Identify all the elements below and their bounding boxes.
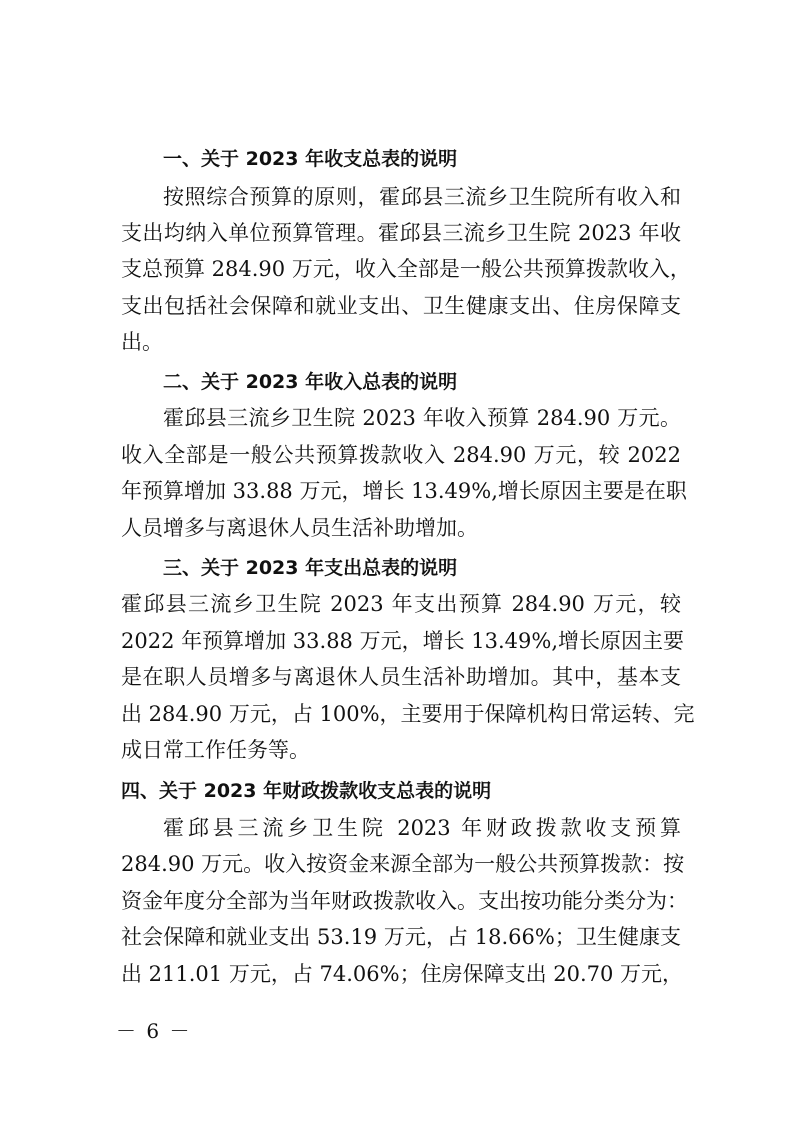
paragraph-line: 支出均纳入单位预算管理。霍邱县三流乡卫生院 2023 年收: [121, 221, 681, 245]
paragraph-line: 霍邱县三流乡卫生院 2023 年财政拨款收支预算: [163, 816, 681, 840]
paragraph-line: 资金年度分全部为当年财政拨款收入。支出按功能分类分为：: [121, 889, 688, 913]
paragraph-line: 出。: [121, 330, 163, 354]
paragraph-line: 2022 年预算增加 33.88 万元，增长 13.49%,增长原因主要: [121, 629, 685, 653]
paragraph-line: 按照综合预算的原则，霍邱县三流乡卫生院所有收入和: [163, 185, 681, 209]
paragraph-line: 出 284.90 万元，占 100%，主要用于保障机构日常运转、完: [121, 702, 695, 726]
paragraph-line: 收入全部是一般公共预算拨款收入 284.90 万元，较 2022: [121, 443, 681, 467]
paragraph-line: 人员增多与离退休人员生活补助增加。: [121, 516, 478, 540]
paragraph-line: 出 211.01 万元，占 74.06%；住房保障支出 20.70 万元，: [121, 962, 684, 986]
section-heading: 二、关于 2023 年收入总表的说明: [163, 371, 458, 393]
paragraph-line: 社会保障和就业支出 53.19 万元，占 18.66%；卫生健康支: [121, 925, 681, 949]
paragraph-line: 年预算增加 33.88 万元，增长 13.49%,增长原因主要是在职: [121, 479, 687, 503]
paragraph-line: 284.90 万元。收入按资金来源全部为一般公共预算拨款：按: [121, 852, 685, 876]
paragraph-line: 成日常工作任务等。: [121, 738, 310, 762]
paragraph-line: 支总预算 284.90 万元，收入全部是一般公共预算拨款收入，: [121, 257, 691, 281]
paragraph-line: 是在职人员增多与离退休人员生活补助增加。其中，基本支: [121, 665, 681, 689]
page-number: － 6 －: [116, 1019, 192, 1043]
paragraph-line: 支出包括社会保障和就业支出、卫生健康支出、住房保障支: [121, 294, 681, 318]
section-heading: 四、关于 2023 年财政拨款收支总表的说明: [121, 780, 492, 802]
section-heading: 一、关于 2023 年收支总表的说明: [163, 148, 458, 170]
section-heading: 三、关于 2023 年支出总表的说明: [163, 557, 458, 579]
paragraph-line: 霍邱县三流乡卫生院 2023 年支出预算 284.90 万元，较: [121, 592, 681, 616]
paragraph-line: 霍邱县三流乡卫生院 2023 年收入预算 284.90 万元。: [163, 406, 681, 430]
